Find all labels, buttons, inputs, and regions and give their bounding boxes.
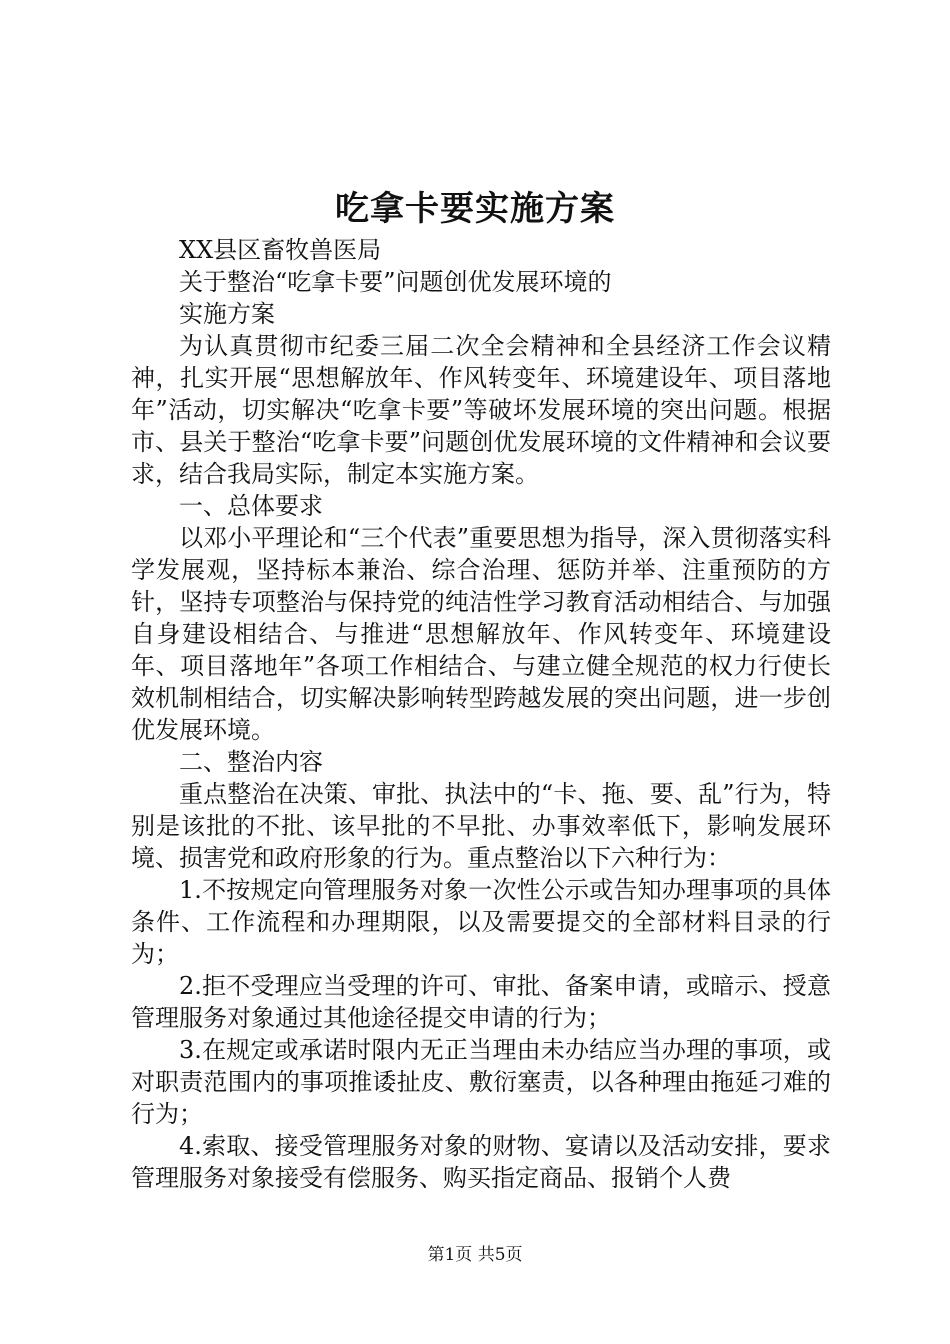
section-heading-general: 一、总体要求 xyxy=(179,492,323,520)
page-footer: 第1页 共5页 xyxy=(427,1245,523,1265)
intro-paragraph: 为认真贯彻市纪委三届二次全会精神和全县经济工作会议精神，扎实开展“思想解放年、作风转变年、环境建设年、项目落地年”活动，切实解决“吃拿卡要”等破坏发展环境的突出问题。根据市、县关于整治“吃拿卡要”问题创优发展环境的文件精神和会议要求，结合我局实际，制定本实施方案。 xyxy=(131,332,831,488)
document-body xyxy=(131,234,831,1194)
list-item: 4.索取、接受管理服务对象的财物、宴请以及活动安排，要求管理服务对象接受有偿服务、购买指定商品、报销个人费 xyxy=(131,1132,831,1192)
list-item: 2.拒不受理应当受理的许可、审批、备案申请，或暗示、授意管理服务对象通过其他途径提交申请的行为； xyxy=(131,972,831,1032)
issuer-line: XX县区畜牧兽医局 xyxy=(179,236,382,264)
list-item: 3.在规定或承诺时限内无正当理由未办结应当办理的事项，或对职责范围内的事项推诿扯皮、敷衍塞责，以各种理由拖延刁难的行为； xyxy=(131,1036,831,1128)
subject-line: 关于整治“吃拿卡要”问题创优发展环境的 xyxy=(179,268,612,296)
page-title: 吃拿卡要实施方案 xyxy=(335,189,615,229)
rectification-content-paragraph: 重点整治在决策、审批、执法中的“卡、拖、要、乱”行为，特别是该批的不批、该早批的不早批、办事效率低下，影响发展环境、损害党和政府形象的行为。重点整治以下六种行为： xyxy=(131,780,831,872)
list-item: 1.不按规定向管理服务对象一次性公示或告知办理事项的具体条件、工作流程和办理期限，以及需要提交的全部材料目录的行为； xyxy=(131,876,831,968)
section-heading-content: 二、整治内容 xyxy=(179,748,323,776)
general-requirements-paragraph: 以邓小平理论和“三个代表”重要思想为指导，深入贯彻落实科学发展观，坚持标本兼治、综合治理、惩防并举、注重预防的方针，坚持专项整治与保持党的纯洁性学习教育活动相结合、与加强自身建设相结合、与推进“思想解放年、作风转变年、环境建设年、项目落地年”各项工作相结合、与建立健全规范的权力行使长效机制相结合，切实解决影响转型跨越发展的突出问题，进一步创优发展环境。 xyxy=(131,524,831,744)
subject-line-2: 实施方案 xyxy=(179,300,275,328)
